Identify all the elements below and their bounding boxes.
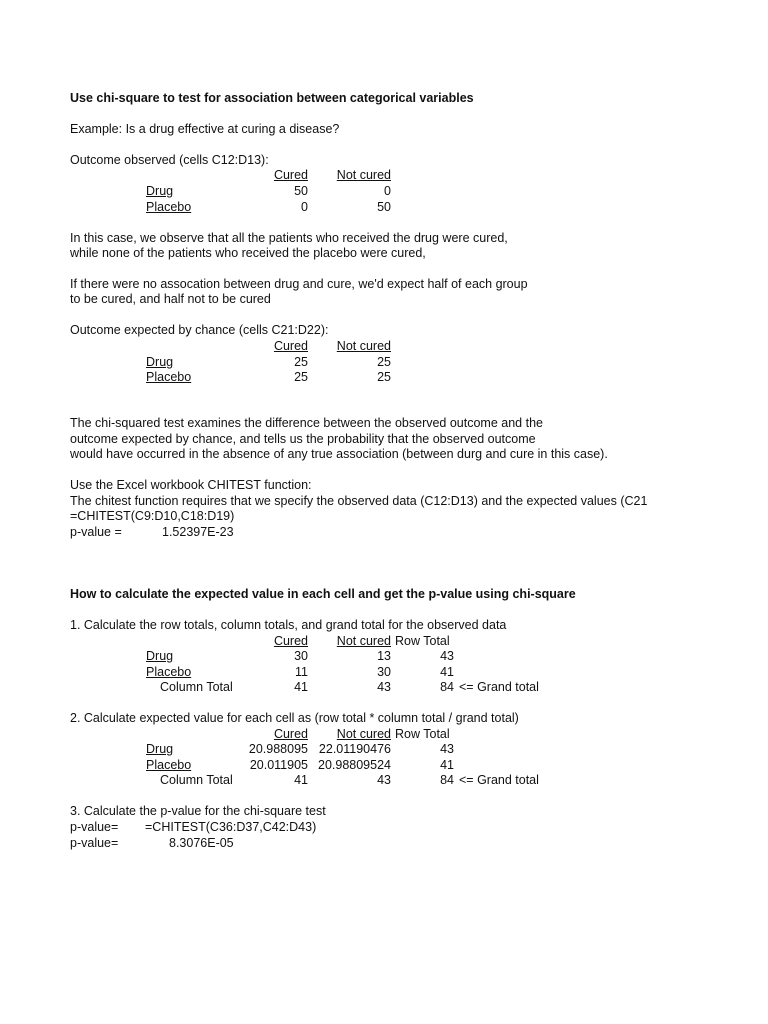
step-1-text: 1. Calculate the row totals, column totals, and grand total for the observed data bbox=[70, 618, 507, 632]
expected-drug-cured: 25 bbox=[294, 355, 308, 369]
table1-column-total-label: Column Total bbox=[160, 680, 233, 694]
expected-drug-not-cured: 25 bbox=[377, 355, 391, 369]
table1-drug-cured: 30 bbox=[294, 649, 308, 663]
observed-label: Outcome observed (cells C12:D13): bbox=[70, 153, 269, 167]
table2-placebo-row-total: 41 bbox=[440, 758, 454, 772]
table2-header-not-cured: Not cured bbox=[336, 727, 391, 741]
expected-placebo-not-cured: 25 bbox=[377, 370, 391, 384]
pvalue-2: 8.3076E-05 bbox=[169, 836, 234, 850]
table2-drug-cured: 20.988095 bbox=[248, 742, 308, 756]
table1-header-not-cured: Not cured bbox=[336, 634, 391, 648]
table1-grand-total-note: <= Grand total bbox=[459, 680, 539, 694]
table1-placebo-cured: 11 bbox=[295, 665, 308, 679]
expected-label: Outcome expected by chance (cells C21:D22): bbox=[70, 323, 329, 337]
table2-grand-total-note: <= Grand total bbox=[459, 773, 539, 787]
table1-header-row-total: Row Total bbox=[395, 634, 450, 648]
excel-instruction: Use the Excel workbook CHITEST function: bbox=[70, 478, 312, 492]
table1-column-total-cured: 41 bbox=[294, 680, 308, 694]
paragraph-1-line-1: In this case, we observe that all the patients who received the drug were cured, bbox=[70, 231, 508, 245]
observed-row-placebo-label: Placebo bbox=[146, 200, 192, 214]
step-2-text: 2. Calculate expected value for each cell as (row total * column total / grand total) bbox=[70, 711, 519, 725]
observed-drug-not-cured: 0 bbox=[384, 184, 391, 198]
table2-row-placebo-label: Placebo bbox=[146, 758, 192, 772]
step-3-text: 3. Calculate the p-value for the chi-square test bbox=[70, 804, 326, 818]
expected-placebo-cured: 25 bbox=[294, 370, 308, 384]
section1-heading: Use chi-square to test for association between categorical variables bbox=[70, 91, 474, 105]
table2-column-total-cured: 41 bbox=[294, 773, 308, 787]
observed-drug-cured: 50 bbox=[294, 184, 308, 198]
example-text: Example: Is a drug effective at curing a disease? bbox=[70, 122, 340, 136]
paragraph-1-line-2: while none of the patients who received the placebo were cured, bbox=[70, 246, 426, 260]
table1-row-drug-label: Drug bbox=[146, 649, 174, 663]
observed-row-drug-label: Drug bbox=[146, 184, 174, 198]
paragraph-2-line-1: If there were no assocation between drug and cure, we'd expect half of each group bbox=[70, 277, 528, 291]
observed-placebo-cured: 0 bbox=[301, 200, 308, 214]
pvalue-label-2: p-value= bbox=[70, 836, 119, 850]
pvalue-label-1: p-value = bbox=[70, 525, 122, 539]
expected-row-placebo-label: Placebo bbox=[146, 370, 192, 384]
expected-header-cured: Cured bbox=[273, 339, 308, 353]
table1-drug-not-cured: 13 bbox=[377, 649, 391, 663]
table1-column-total-not-cured: 43 bbox=[377, 680, 391, 694]
table1-header-cured: Cured bbox=[273, 634, 308, 648]
paragraph-2-line-2: to be cured, and half not to be cured bbox=[70, 292, 271, 306]
table1-placebo-not-cured: 30 bbox=[377, 665, 391, 679]
table2-column-total-not-cured: 43 bbox=[377, 773, 391, 787]
expected-row-drug-label: Drug bbox=[146, 355, 174, 369]
table2-drug-row-total: 43 bbox=[440, 742, 454, 756]
table2-placebo-not-cured: 20.98809524 bbox=[318, 758, 391, 772]
observed-header-not-cured: Not cured bbox=[336, 168, 391, 182]
observed-placebo-not-cured: 50 bbox=[377, 200, 391, 214]
table2-row-drug-label: Drug bbox=[146, 742, 174, 756]
expected-header-not-cured: Not cured bbox=[336, 339, 391, 353]
pvalue-formula-label: p-value= bbox=[70, 820, 119, 834]
paragraph-3-line-2: outcome expected by chance, and tells us the probability that the observed outcome bbox=[70, 432, 536, 446]
table2-header-cured: Cured bbox=[273, 727, 308, 741]
observed-header-cured: Cured bbox=[273, 168, 308, 182]
chitest-description: The chitest function requires that we specify the observed data (C12:D13) and the expected values (C21 bbox=[70, 494, 648, 508]
paragraph-3-line-3: would have occurred in the absence of any true association (between durg and cure in this case). bbox=[70, 447, 608, 461]
table1-drug-row-total: 43 bbox=[440, 649, 454, 663]
table2-placebo-cured: 20.011905 bbox=[249, 758, 308, 772]
table2-drug-not-cured: 22.01190476 bbox=[318, 742, 391, 756]
table1-placebo-row-total: 41 bbox=[440, 665, 454, 679]
chitest-formula-1: =CHITEST(C9:D10,C18:D19) bbox=[70, 509, 235, 523]
pvalue-1: 1.52397E-23 bbox=[162, 525, 234, 539]
table1-grand-total: 84 bbox=[440, 680, 454, 694]
table2-grand-total: 84 bbox=[440, 773, 454, 787]
paragraph-3-line-1: The chi-squared test examines the difference between the observed outcome and the bbox=[70, 416, 543, 430]
section2-heading: How to calculate the expected value in each cell and get the p-value using chi-square bbox=[70, 587, 576, 601]
table1-row-placebo-label: Placebo bbox=[146, 665, 192, 679]
table2-column-total-label: Column Total bbox=[160, 773, 233, 787]
chitest-formula-2: =CHITEST(C36:D37,C42:D43) bbox=[145, 820, 317, 834]
table2-header-row-total: Row Total bbox=[395, 727, 450, 741]
